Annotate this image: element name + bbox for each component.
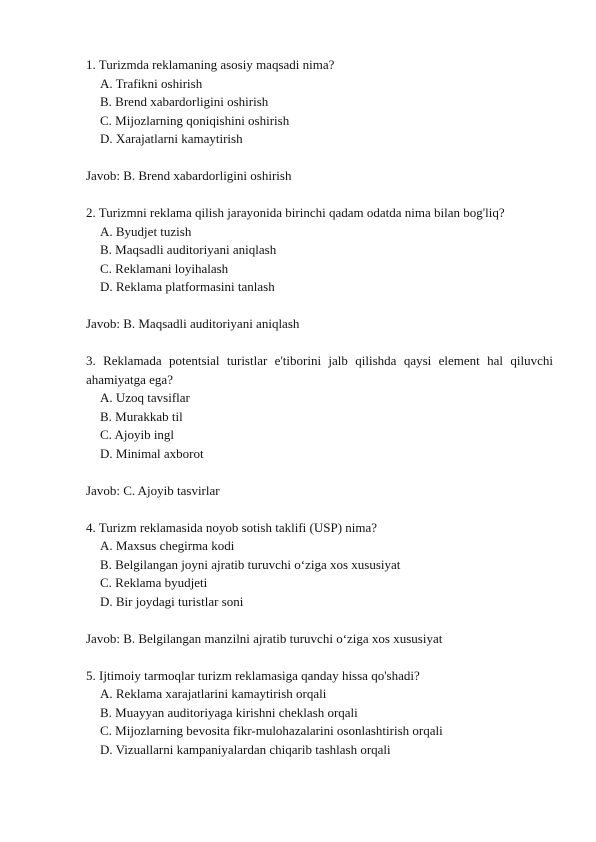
question-block-2 [86,204,553,297]
option-2d: D. Reklama platformasini tanlash [100,279,275,294]
option-1c: C. Mijozlarning qoniqishini oshirish [100,112,290,128]
question-text-3: 3. Reklamada potentsial turistlar e'tiborini jalb qilishda qaysi element hal qiluvchi ahamiyatga ega? [86,353,553,387]
question-block-3 [86,352,553,463]
option-4c: C. Reklama byudjeti [100,575,208,590]
question-block-5 [86,667,553,760]
option-2c: C. Reklamani loyihalash [100,260,229,276]
question-block-1 [86,56,553,149]
question-text-5: 5. Ijtimoiy tarmoqlar turizm reklamasiga qanday hissa qo'shadi? [86,667,420,683]
option-3b: B. Murakkab til [100,408,183,424]
option-2b: B. Maqsadli auditoriyani aniqlash [100,242,277,257]
option-2a: A. Byudjet tuzish [100,223,192,239]
option-5c: C. Mijozlarning bevosita fikr-mulohazalarini osonlashtirish orqali [100,723,443,738]
option-3c: C. Ajoyib ingl [100,427,175,442]
option-4b: B. Belgilangan joyni ajratib turuvchi o‘ziga xos xususiyat [100,556,401,572]
document-content [86,56,553,778]
option-3a: A. Uzoq tavsiflar [100,390,190,405]
option-1a: A. Trafikni oshirish [100,75,203,91]
option-5b: B. Muayyan auditoriyaga kirishni cheklash orqali [100,704,358,720]
answer-2: Javob: B. Maqsadli auditoriyani aniqlash [86,316,300,331]
option-5a: A. Reklama xarajatlarini kamaytirish orqali [100,686,327,701]
answer-1: Javob: B. Brend xabardorligini oshirish [86,168,292,183]
question-text-4: 4. Turizm reklamasida noyob sotish taklifi (USP) nima? [86,519,378,535]
question-block-4 [86,519,553,612]
answer-3: Javob: C. Ajoyib tasvirlar [86,482,220,498]
option-4d: D. Bir joydagi turistlar soni [100,593,244,609]
option-1b: B. Brend xabardorligini oshirish [100,94,269,109]
option-3d: D. Minimal axborot [100,445,204,461]
option-5d: D. Vizuallarni kampaniyalardan chiqarib tashlash orqali [100,741,391,757]
answer-4: Javob: B. Belgilangan manzilni ajratib turuvchi o‘ziga xos xususiyat [86,630,443,646]
option-1d: D. Xarajatlarni kamaytirish [100,131,243,146]
question-text-2: 2. Turizmni reklama qilish jarayonida birinchi qadam odatda nima bilan bog'liq? [86,205,505,220]
question-text-1: 1. Turizmda reklamaning asosiy maqsadi nima? [86,57,335,72]
option-4a: A. Maxsus chegirma kodi [100,538,235,553]
